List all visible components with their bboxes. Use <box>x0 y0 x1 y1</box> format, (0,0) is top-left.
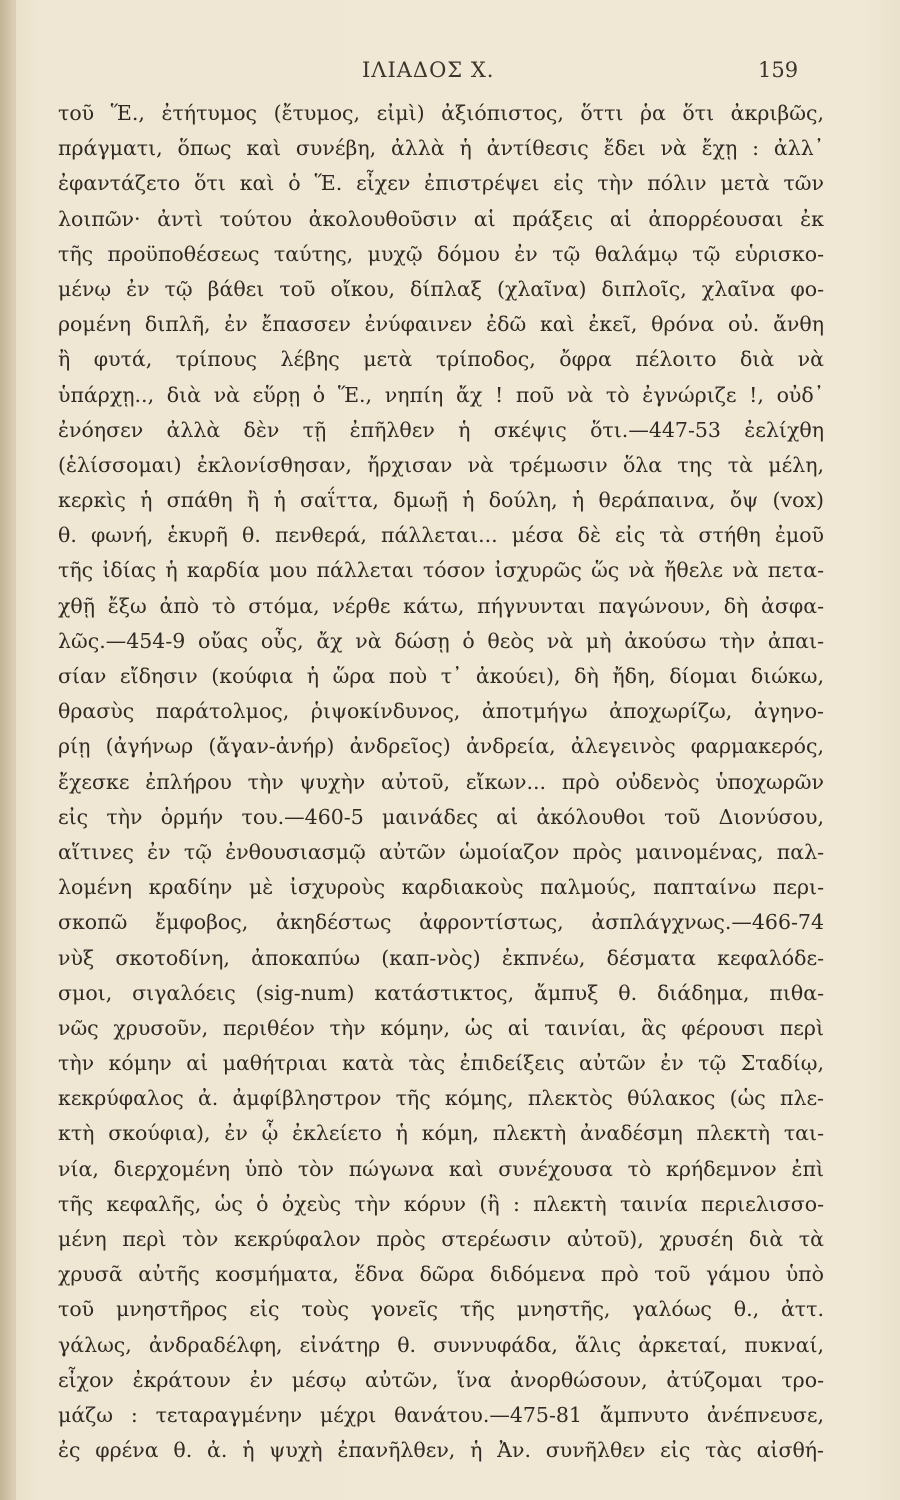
text-line: ρίῃ (ἀγήνωρ (ἄγαν-ἀνήρ) ἀνδρεῖος) ἀνδρεία, ἀλεγεινὸς φαρμακερός, <box>58 734 824 759</box>
text-line: κερκὶς ἡ σπάθη ἢ ἡ σαΐττα, δμωῇ ἡ δούλη, ἡ θεράπαινα, ὄψ (vox) <box>58 488 824 513</box>
text-line: σμοι, σιγαλόεις (sig-num) κατάστικτος, ἄμπυξ θ. διάδημα, πιθα- <box>58 980 824 1005</box>
text-line: λῶς.—454-9 οὔας οὖς, ἄχ νὰ δώσῃ ὁ θεὸς νὰ μὴ ἀκούσω τὴν ἀπαι- <box>58 628 824 653</box>
page-number: 159 <box>758 58 799 82</box>
commentary-text <box>58 96 824 1468</box>
text-line: γάλως, ἀνδραδέλφη, εἰνάτηρ θ. συννυφάδα, ἅλις ἀρκεταί, πυκναί, <box>58 1332 824 1357</box>
text-line: νῶς χρυσοῦν, περιθέον τὴν κόμην, ὡς αἱ ταινίαι, ἃς φέρουσι περὶ <box>58 1015 824 1040</box>
text-line: λομένη κραδίην μὲ ἰσχυροὺς καρδιακοὺς παλμούς, παπταίνω περι- <box>58 875 824 900</box>
text-line: κτὴ σκούφια), ἐν ᾧ ἐκλείετο ἡ κόμη, πλεκτὴ ἀναδέσμη πλεκτὴ ται- <box>58 1121 824 1146</box>
text-line: ἐνόησεν ἀλλὰ δὲν τῇ ἐπῆλθεν ἡ σκέψις ὅτι.—447-53 ἐελίχθη <box>58 417 824 442</box>
text-line: σκοπῶ ἔμφοβος, ἀκηδέστως ἀφροντίστως, ἀσπλάγχνως.—466-74 <box>58 910 824 935</box>
text-line: χθῇ ἔξω ἀπὸ τὸ στόμα, νέρθε κάτω, πήγνυνται παγώνουν, δὴ ἀσφα- <box>58 593 824 618</box>
text-line: χρυσᾶ αὐτῆς κοσμήματα, ἕδνα δῶρα διδόμενα πρὸ τοῦ γάμου ὑπὸ <box>58 1262 824 1287</box>
text-line: σίαν εἴδησιν (κούφια ἡ ὥρα ποὺ τ᾽ ἀκούει), δὴ ἤδη, δίομαι διώκω, <box>58 664 824 688</box>
running-title: ΙΛΙΑΔΟΣ Χ. <box>362 58 495 82</box>
text-line: αἵτινες ἐν τῷ ἐνθουσιασμῷ αὐτῶν ὡμοίαζον πρὸς μαινομένας, παλ- <box>58 839 824 864</box>
text-line: κεκρύφαλος ἀ. ἀμφίβληστρον τῆς κόμης, πλεκτὸς θύλακος (ὡς πλε- <box>58 1086 824 1111</box>
text-line: νία, διερχομένη ὑπὸ τὸν πώγωνα καὶ συνέχουσα τὸ κρήδεμνον ἐπὶ <box>58 1156 824 1181</box>
text-line: μένη περὶ τὸν κεκρύφαλον πρὸς στερέωσιν αὐτοῦ), χρυσέη διὰ τὰ <box>58 1227 824 1251</box>
text-line: ὑπάρχῃ.., διὰ νὰ εὕρῃ ὁ Ἕ., νηπίη ἄχ ! ποῦ νὰ τὸ ἐγνώριζε !, οὐδ᾽ <box>58 382 824 407</box>
text-line: τῆς κεφαλῆς, ὡς ὁ ὀχεὺς τὴν κόρυν (ἢ : πλεκτὴ ταινία περιελισσο- <box>58 1191 824 1216</box>
binding-gutter <box>0 0 16 1500</box>
text-line: λοιπῶν· ἀντὶ τούτου ἀκολουθοῦσιν αἱ πράξεις αἱ ἀπορρέουσαι ἐκ <box>58 206 824 231</box>
text-line: θ. φωνή, ἑκυρῆ θ. πενθερά, πάλλεται... μέσα δὲ εἰς τὰ στήθη ἐμοῦ <box>58 523 824 548</box>
page-header <box>0 58 900 86</box>
text-line: (ἑλίσσομαι) ἐκλονίσθησαν, ἤρχισαν νὰ τρέμωσιν ὅλα της τὰ μέλη, <box>58 452 824 477</box>
text-line: μάζω : τεταραγμένην μέχρι θανάτου.—475-81 ἄμπνυτο ἀνέπνευσε, <box>58 1402 824 1427</box>
text-line: θρασὺς παράτολμος, ῥιψοκίνδυνος, ἀποτμήγω ἀποχωρίζω, ἀγηνο- <box>58 699 824 724</box>
text-line: νὺξ σκοτοδίνη, ἀποκαπύω (καπ-νὸς) ἐκπνέω, δέσματα κεφαλόδε- <box>58 945 824 970</box>
text-line: πράγματι, ὅπως καὶ συνέβη, ἀλλὰ ἡ ἀντίθεσις ἔδει νὰ ἔχῃ : ἀλλ᾽ <box>58 136 824 161</box>
text-line: τῆς ἰδίας ἡ καρδία μου πάλλεται τόσον ἰσχυρῶς ὥς νὰ ἤθελε νὰ πετα- <box>58 558 824 583</box>
text-line: εἶχον ἐκράτουν ἐν μέσῳ αὐτῶν, ἵνα ἀνορθώσουν, ἀτύζομαι τρο- <box>58 1367 824 1392</box>
text-line: τῆς προϋποθέσεως ταύτης, μυχῷ δόμου ἐν τῷ θαλάμῳ τῷ εὑρισκο- <box>58 241 824 266</box>
text-line: ἢ φυτά, τρίπους λέβης μετὰ τρίποδος, ὄφρα πέλοιτο διὰ νὰ <box>58 347 824 372</box>
text-line: τοῦ μνηστῆρος εἰς τοὺς γονεῖς τῆς μνηστῆς, γαλόως θ., ἀττ. <box>58 1297 824 1322</box>
text-line: ἐφαντάζετο ὅτι καὶ ὁ Ἕ. εἶχεν ἐπιστρέψει εἰς τὴν πόλιν μετὰ τῶν <box>58 171 824 196</box>
text-line: ἔχεσκε ἐπλήρου τὴν ψυχὴν αὐτοῦ, εἴκων... πρὸ οὐδενὸς ὑποχωρῶν <box>58 769 824 794</box>
text-line: τοῦ Ἕ., ἐτήτυμος (ἔτυμος, εἰμὶ) ἀξιόπιστος, ὅττι ῥα ὅτι ἀκριβῶς, <box>58 101 824 125</box>
text-line: μένῳ ἐν τῷ βάθει τοῦ οἴκου, δίπλαξ (χλαῖνα) διπλοῖς, χλαῖνα φο- <box>58 276 824 301</box>
text-line: τὴν κόμην αἱ μαθήτριαι κατὰ τὰς ἐπιδείξεις αὐτῶν ἐν τῷ Σταδίῳ, <box>58 1051 824 1076</box>
text-line: ρομένη διπλῆ, ἐν ἔπασσεν ἐνύφαινεν ἐδῶ καὶ ἐκεῖ, θρόνα οὐ. ἄνθη <box>58 312 824 337</box>
text-line: εἰς τὴν ὁρμήν του.—460-5 μαινάδες αἱ ἀκόλουθοι τοῦ Διονύσου, <box>58 804 824 829</box>
text-line: ἐς φρένα θ. ἀ. ἡ ψυχὴ ἐπανῆλθεν, ἡ Ἀν. συνῆλθεν εἰς τὰς αἰσθή- <box>58 1438 824 1463</box>
